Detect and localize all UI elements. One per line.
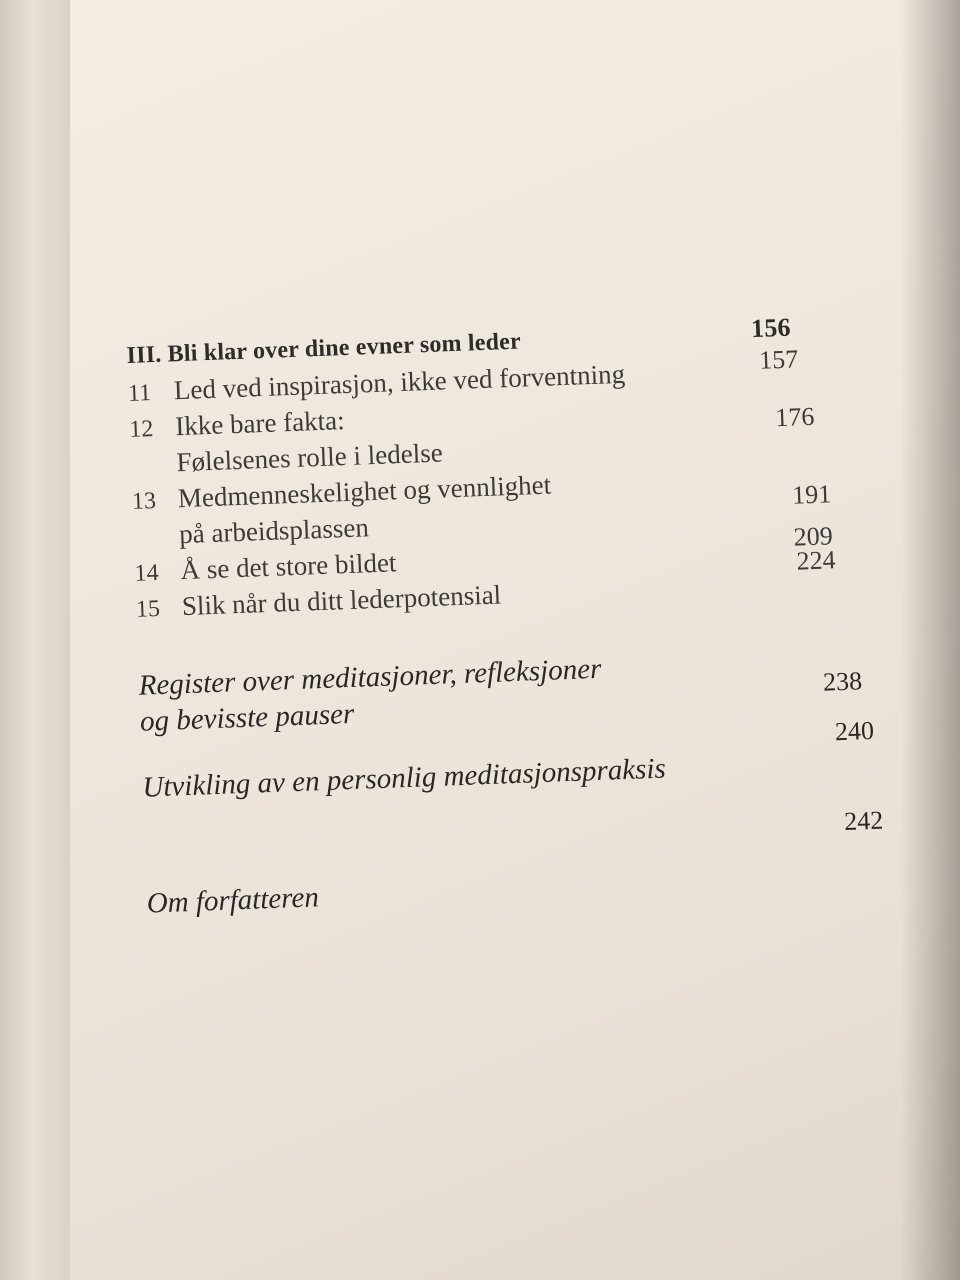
appendix-title-line-2: og bevisste pauser: [139, 697, 355, 738]
appendix-page-number: 240: [834, 715, 875, 747]
appendix-title: Om forfatteren: [146, 881, 320, 920]
part-title: III. Bli klar over dine evner som leder: [126, 328, 522, 369]
appendix-title: Utvikling av en personlig meditasjonspraksis: [141, 752, 667, 804]
chapter-title-line-2: Følelsenes rolle i ledelse: [176, 437, 444, 478]
chapter-page-number: 191: [791, 479, 832, 510]
chapter-title: Led ved inspirasjon, ikke ved forventning: [173, 358, 626, 406]
chapter-page-number: 209: [793, 521, 834, 552]
chapter-title: Slik når du ditt lederpotensial: [181, 579, 502, 622]
appendix-page-number: 238: [822, 666, 863, 697]
chapter-title-line-1: Medmenneskelighet og vennlighet: [177, 469, 552, 514]
appendix-title-line-1: Register over meditasjoner, refleksjoner: [138, 652, 602, 702]
chapter-number: 11: [127, 380, 152, 407]
previous-page-edge: [0, 0, 70, 1280]
part-page-number: 156: [750, 312, 792, 344]
chapter-page-number: 157: [758, 344, 799, 375]
chapter-page-number: 224: [796, 545, 837, 576]
chapter-title-line-2: på arbeidsplassen: [178, 512, 370, 550]
chapter-number: 14: [134, 559, 160, 587]
chapter-number: 13: [131, 488, 157, 515]
chapter-title-line-1: Ikke bare fakta:: [174, 405, 346, 442]
chapter-title: Å se det store bildet: [179, 547, 397, 586]
chapter-page-number: 176: [774, 401, 815, 433]
table-of-contents: [126, 310, 907, 921]
chapter-number: 15: [135, 595, 161, 623]
appendix-page-number: 242: [843, 805, 884, 836]
chapter-number: 12: [128, 416, 154, 443]
